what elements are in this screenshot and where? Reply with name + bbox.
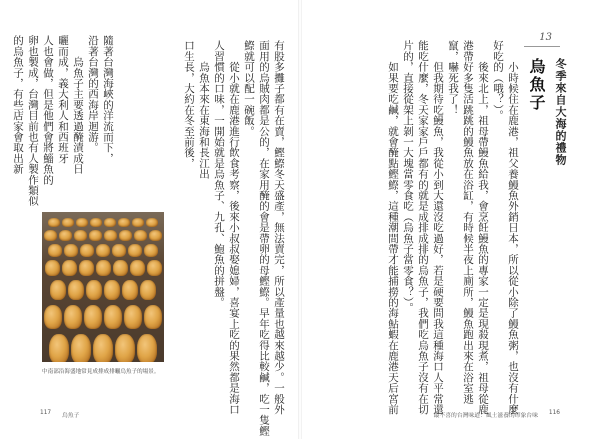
text-line: 鰶就可以配一碗飯。 bbox=[243, 40, 255, 137]
right-page-body-text bbox=[385, 40, 520, 415]
chapter-subtitle: 冬季來自大海的禮物 bbox=[554, 58, 567, 166]
chapter-title: 烏魚子 bbox=[527, 58, 546, 112]
text-line: 卵也製成，台灣目前也有人製作類似 bbox=[27, 35, 39, 207]
chapter-rule bbox=[524, 46, 560, 47]
chapter-number: 13 bbox=[539, 32, 552, 43]
text-line: 烏魚子主要透過醃漬成日 bbox=[72, 35, 84, 175]
text-line: 的烏魚子，有些店家會取出新 bbox=[12, 35, 24, 175]
running-title: 烏魚子 bbox=[62, 413, 80, 419]
text-line: 面用的烏賊肉都是公的，在家用醃的會是帶卵的母鰹鰶。早年吃得比較鹹，吃一隻鰹 bbox=[258, 40, 270, 436]
text-line: 人也會做，但是他們會將鯔魚的 bbox=[42, 35, 54, 185]
left-page-text-bottom bbox=[10, 35, 115, 207]
text-line: 隨著台灣海峽的洋流而下， bbox=[102, 35, 114, 164]
text-line: 有股多攤子都有在賣，鰹鰶冬天盛產，無法賣完，所以產量也越來越少。一般外 bbox=[273, 40, 285, 415]
text-line: 從小就在鹿港進行飲食考察，後來小叔叔娶媳婦，喜宴上吃的果然都是海口 bbox=[228, 40, 240, 415]
text-line: 港帶好多隻活跳跳的鰻魚放在浴缸，有時候半夜上廁所，鰻魚跑出來在浴室逃 bbox=[462, 40, 474, 404]
text-line: 小時候住在鹿港，祖父養鰻魚外銷日本，所以從小除了鰻魚粥，也沒有什麼 bbox=[507, 40, 519, 415]
left-page bbox=[0, 0, 298, 439]
text-line: 烏魚本來在東海和長江出 bbox=[198, 40, 210, 180]
text-line: 竄，嚇死我了！ bbox=[447, 40, 459, 115]
right-page bbox=[302, 0, 600, 439]
running-title: 最不喜的台灣味道：風土滋養的印象台味 bbox=[433, 413, 538, 419]
text-line: 能吃什麼，冬天家家戶戶都有的就是成排成排的烏魚子，我們吃烏魚子沒有在切 bbox=[417, 40, 429, 415]
text-line: 好吃的（哦？）。 bbox=[492, 40, 504, 121]
text-line: 口生長，大約在冬至前後， bbox=[183, 40, 195, 169]
drying-mullet-roe-photo bbox=[42, 212, 164, 362]
photo-caption: 中南部沿海盛地常見成排成排曬烏魚子的場景。 bbox=[42, 369, 160, 375]
text-line: 片的，直接從架上剝一大塊當零食吃（烏魚子當零食？）。 bbox=[402, 40, 414, 313]
left-page-text-top bbox=[181, 40, 286, 436]
text-line: 後來北上，祖母帶鰻魚給我，會烹飪鰻魚的專家一定是現殺現煮，祖母從鹿 bbox=[477, 40, 489, 415]
page-number: 116 bbox=[548, 410, 560, 416]
text-line: 沿著台灣的西海岸迴游。 bbox=[87, 35, 99, 153]
text-line: 但我期待吃鰻魚，我從小到大還沒吃過好，若是硬要問我這種海口人平常還 bbox=[432, 40, 444, 415]
text-line: 如果要吃鹹，就會醃點鰹鰶，這種潮間帶才能捕撈的海鮎蝦在鹿港天后宮前 bbox=[387, 40, 399, 415]
text-line: 曬而成，義大利人和西班牙 bbox=[57, 35, 69, 164]
text-line: 人習慣的口味，一開始就是烏魚子、九孔、鮑魚的拼盤。 bbox=[213, 40, 225, 308]
page-number: 117 bbox=[40, 410, 52, 416]
